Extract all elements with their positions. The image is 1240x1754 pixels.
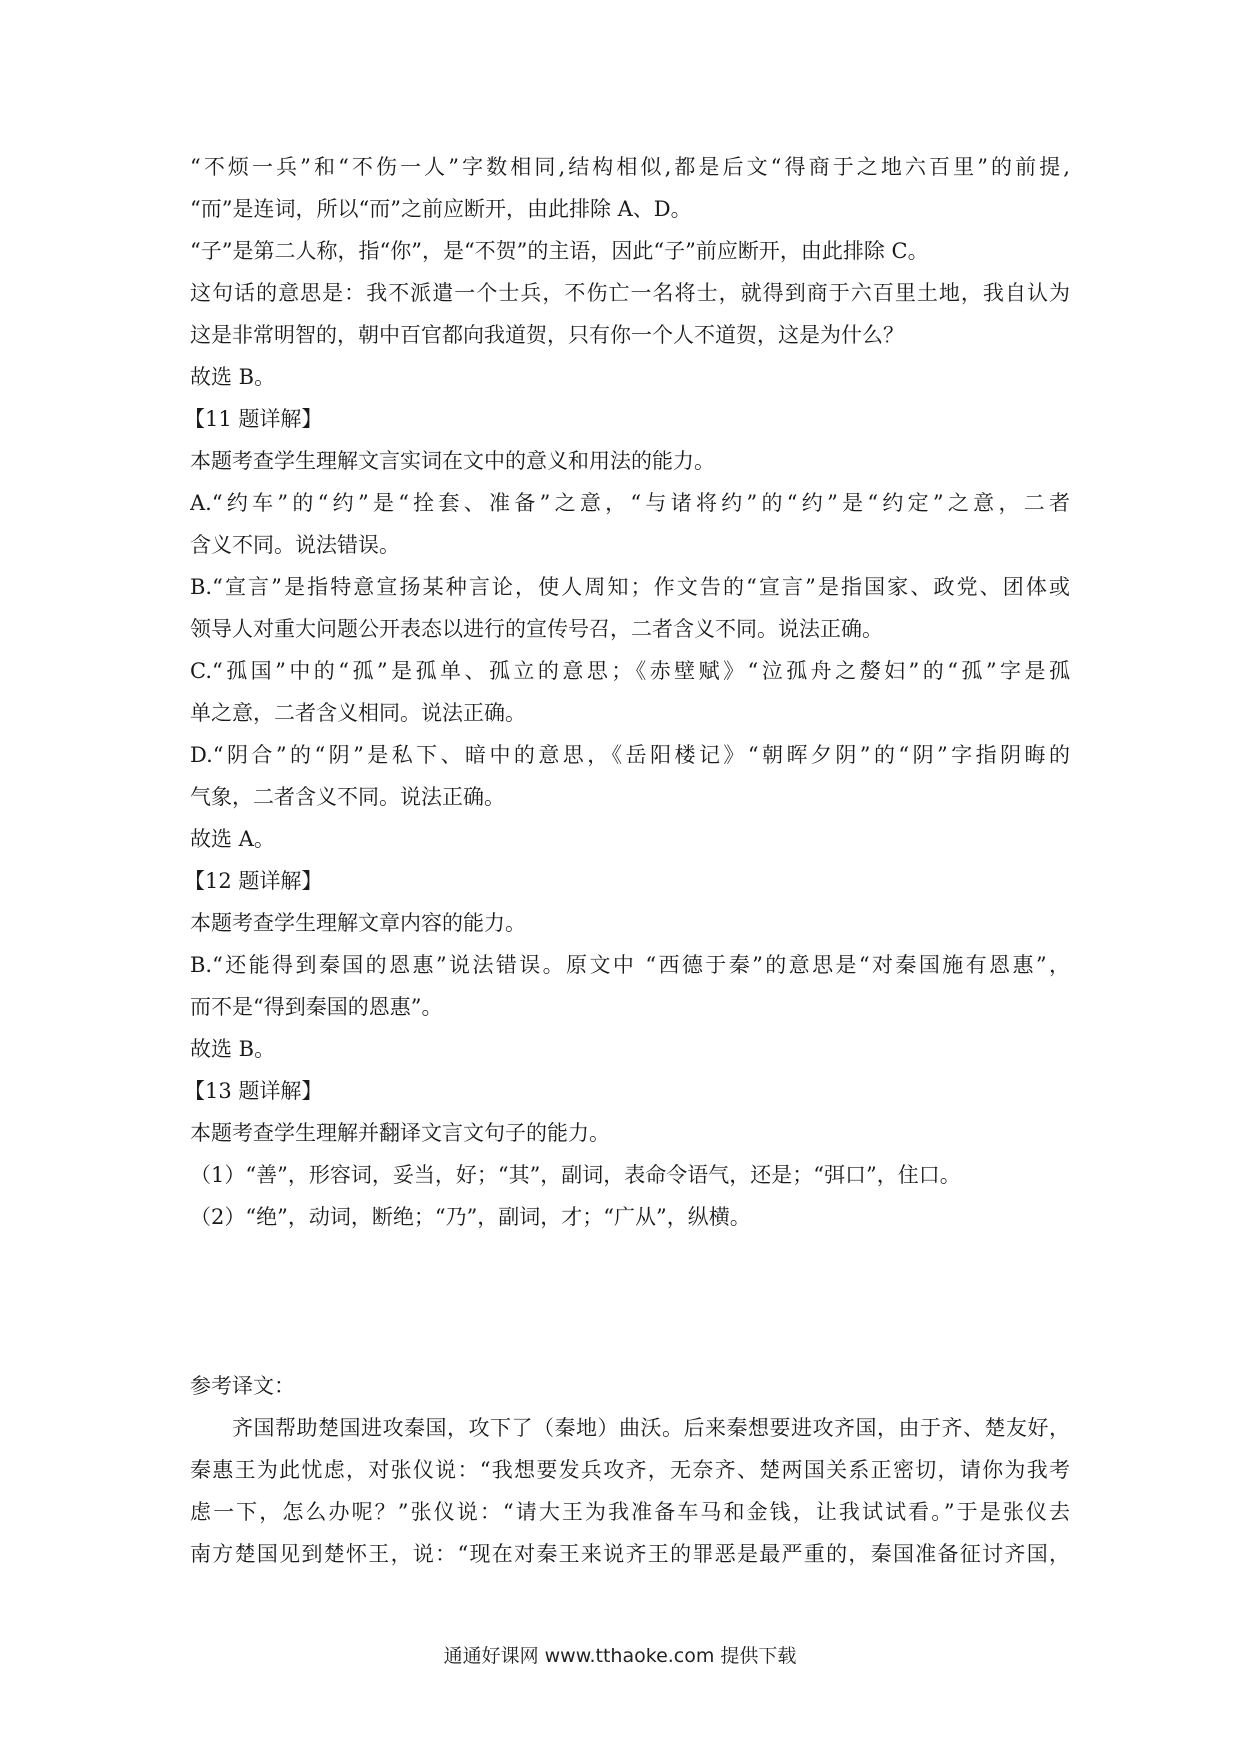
paragraph-line: 而不是“得到秦国的恩惠”。 [190, 995, 443, 1019]
section-heading: 【12 题详解】 [184, 869, 323, 893]
paragraph-line: A.“约车”的“约”是“拴套、准备”之意，“与诸将约”的“约”是“约定”之意，二者 [190, 491, 1070, 515]
paragraph-line: C.“孤国”中的“孤”是孤单、孤立的意思；《赤壁赋》“泣孤舟之嫠妇”的“孤”字是孤 [190, 659, 1070, 683]
paragraph-line: 含义不同。说法错误。 [190, 533, 400, 557]
paragraph-line: 本题考查学生理解并翻译文言文句子的能力。 [190, 1121, 610, 1145]
paragraph-line: 这句话的意思是：我不派遣一个士兵，不伤亡一名将士，就得到商于六百里土地，我自认为 [190, 281, 1070, 305]
answer-explanation-q12 [184, 860, 1070, 1070]
section-heading: 【11 题详解】 [184, 407, 323, 431]
answer-explanation-q11 [184, 398, 1070, 860]
paragraph-line: 虑一下，怎么办呢？”张仪说：“请大王为我准备车马和金钱，让我试试看。”于是张仪去 [190, 1500, 1070, 1524]
paragraph-line: “不烦一兵”和“不伤一人”字数相同,结构相似,都是后文“得商于之地六百里”的前提, [190, 155, 1070, 179]
reference-translation [190, 1365, 1070, 1575]
paragraph-line: 故选 B。 [190, 1037, 276, 1061]
paragraph-line: 本题考查学生理解文言实词在文中的意义和用法的能力。 [190, 449, 715, 473]
paragraph-line: D.“阴合”的“阴”是私下、暗中的意思，《岳阳楼记》“朝晖夕阴”的“阴”字指阴晦的 [190, 743, 1070, 767]
paragraph-line: 领导人对重大问题公开表态以进行的宣传号召，二者含义不同。说法正确。 [190, 617, 883, 641]
paragraph-line: 本题考查学生理解文章内容的能力。 [190, 911, 526, 935]
paragraph-line: 这是非常明智的，朝中百官都向我道贺，只有你一个人不道贺，这是为什么？ [190, 323, 904, 347]
paragraph-line: （2）“绝”，动词，断绝；“乃”，副词，才；“广从”，纵横。 [190, 1205, 751, 1229]
paragraph-line: B.“宣言”是指特意宣扬某种言论，使人周知；作文告的“宣言”是指国家、政党、团体或 [190, 575, 1070, 599]
paragraph-line: 气象，二者含义不同。说法正确。 [190, 785, 505, 809]
paragraph-line: （1）“善”，形容词，妥当，好；“其”，副词，表命令语气，还是；“弭口”，住口。 [190, 1163, 961, 1187]
section-heading: 【13 题详解】 [184, 1079, 323, 1103]
paragraph-line: 故选 B。 [190, 365, 276, 389]
paragraph-line: “而”是连词，所以“而”之前应断开，由此排除 A、D。 [190, 197, 692, 221]
paragraph-line: “子”是第二人称，指“你”，是“不贺”的主语，因此“子”前应断开，由此排除 C。 [190, 239, 929, 263]
page-footer: 通通好课网 www.tthaoke.com 提供下载 [443, 1645, 797, 1667]
paragraph-line: B.“还能得到秦国的恩惠”说法错误。原文中 “西德于秦”的意思是“对秦国施有恩惠”， [190, 953, 1070, 977]
answer-explanation-q10 [190, 146, 1070, 398]
answer-explanation-q13 [184, 1070, 1070, 1238]
translation-title: 参考译文： [190, 1374, 295, 1398]
paragraph-line: 南方楚国见到楚怀王，说：“现在对秦王来说齐王的罪恶是最严重的，秦国准备征讨齐国， [190, 1542, 1070, 1566]
paragraph-line: 故选 A。 [190, 827, 275, 851]
paragraph-line: 单之意，二者含义相同。说法正确。 [190, 701, 526, 725]
paragraph-line: 齐国帮助楚国进攻秦国，攻下了（秦地）曲沃。后来秦想要进攻齐国，由于齐、楚友好， [232, 1416, 1070, 1440]
paragraph-line: 秦惠王为此忧虑，对张仪说：“我想要发兵攻齐，无奈齐、楚两国关系正密切，请你为我考 [190, 1458, 1070, 1482]
